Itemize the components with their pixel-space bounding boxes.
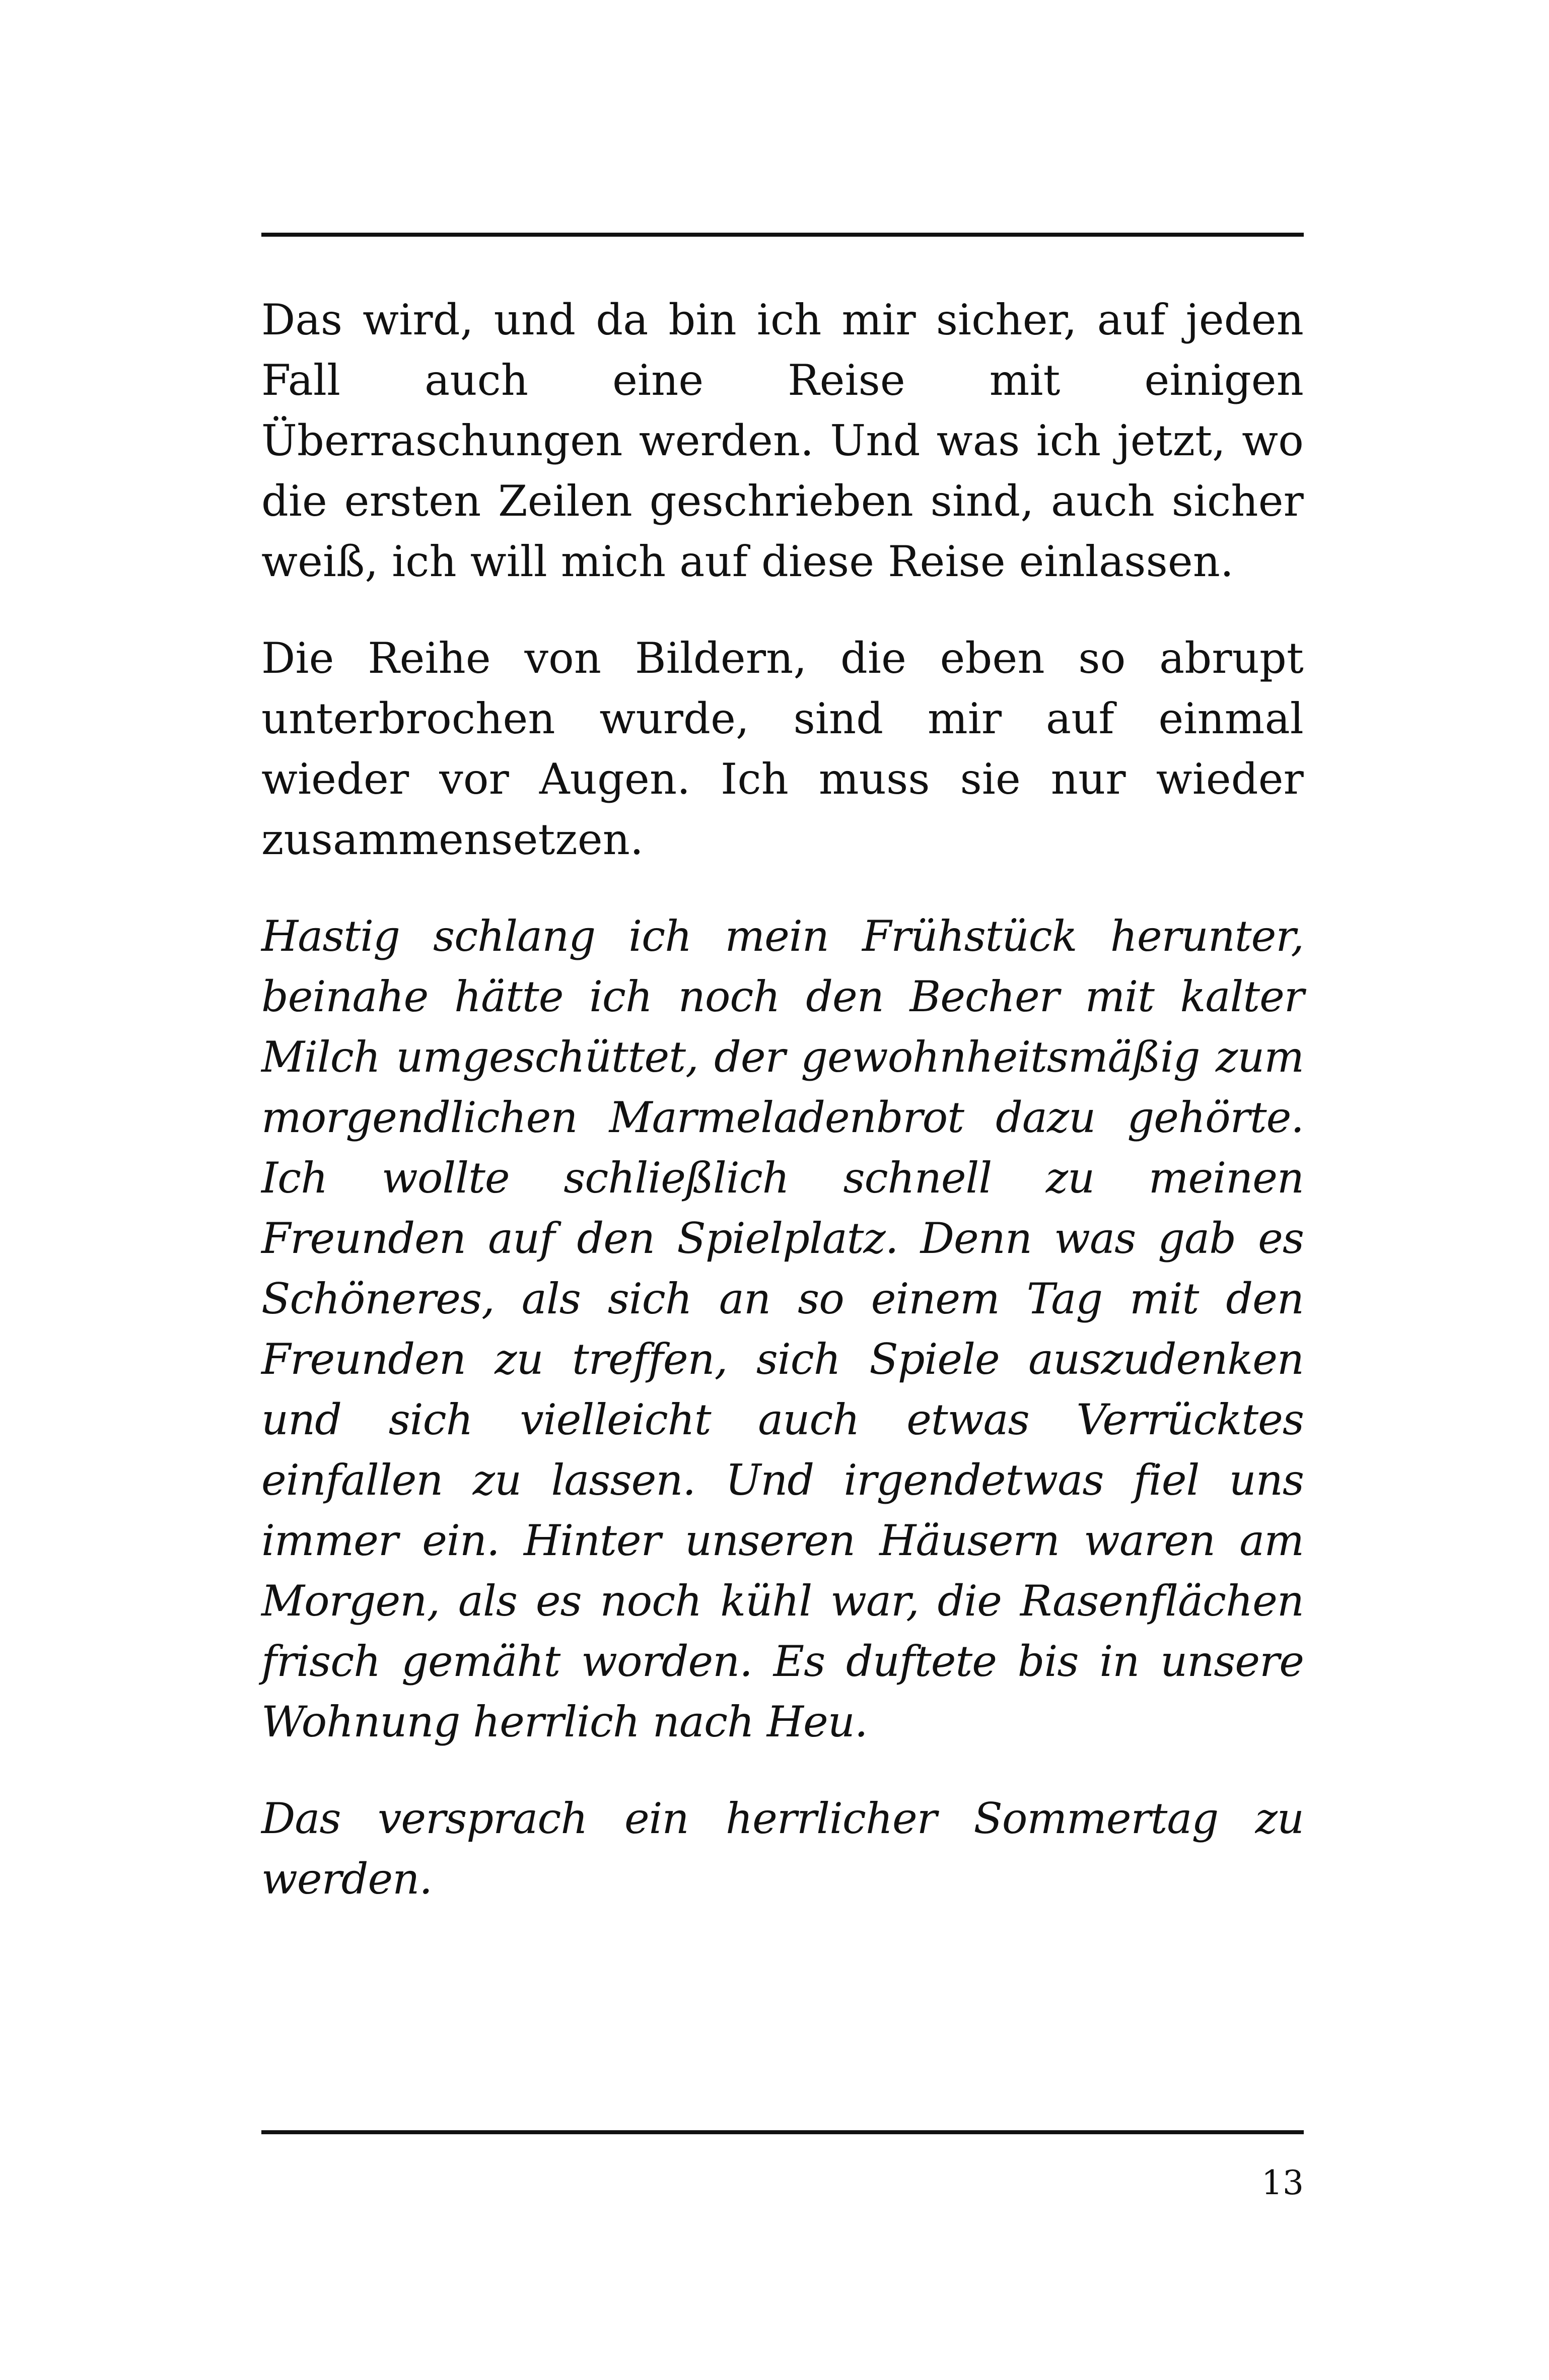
footer-rule xyxy=(261,2130,1304,2134)
paragraph-3-italic: Hastig schlang ich mein Frühstück herunter, beinahe hätte ich noch den Becher mit kalter Milch umgeschüttet, der gewohnheitsmäßig zum morgendlichen Marmeladenbrot dazu gehörte. Ich wollte schließlich schnell zu meinen Freunden auf den Spielplatz. Denn was gab es Schöneres, als sich an so einem Tag mit den Freunden zu treffen, sich Spiele auszudenken und sich vielleicht auch etwas Verrücktes einfallen zu lassen. Und irgendetwas fiel uns immer ein. Hinter unseren Häusern waren am Morgen, als es noch kühl war, die Rasenflächen frisch gemäht worden. Es duftete bis in unsere Wohnung herrlich nach Heu. xyxy=(261,912,1304,1746)
paragraph-2: Die Reihe von Bildern, die eben so abrupt unterbrochen wurde, sind mir auf einmal wieder vor Augen. Ich muss sie nur wieder zusammensetzen. xyxy=(261,634,1304,864)
page-number: 13 xyxy=(1261,2163,1304,2202)
body-text xyxy=(261,290,1304,1945)
paragraph-1: Das wird, und da bin ich mir sicher, auf jeden Fall auch eine Reise mit einigen Überraschungen werden. Und was ich jetzt, wo die ersten Zeilen geschrieben sind, auch sicher weiß, ich will mich auf diese Reise einlassen. xyxy=(261,295,1304,586)
header-rule xyxy=(261,233,1304,237)
paragraph-4-italic: Das versprach ein herrlicher Sommertag zu werden. xyxy=(261,1794,1304,1904)
